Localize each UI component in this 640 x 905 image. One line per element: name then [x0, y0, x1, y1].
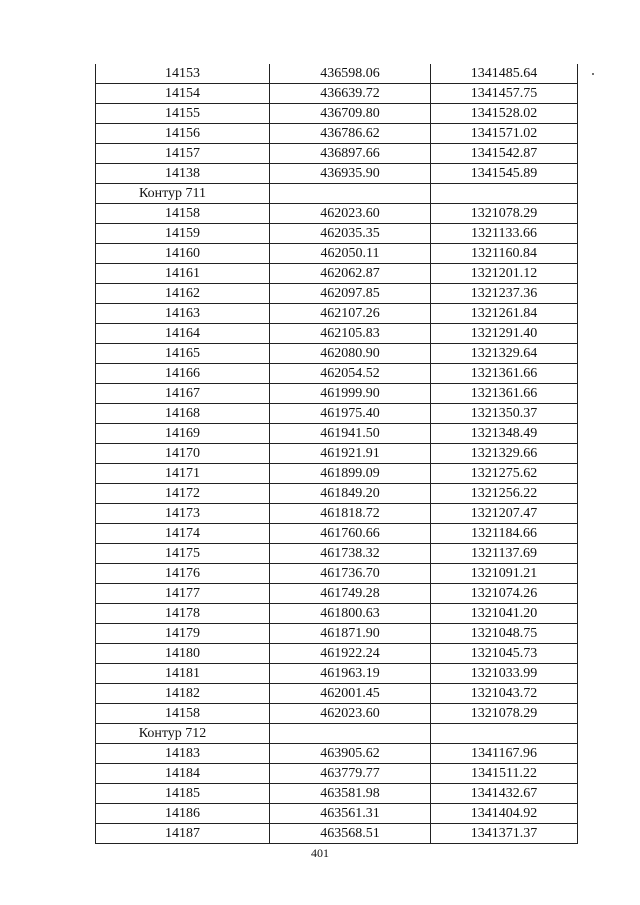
table-row [96, 704, 578, 724]
x-coordinate-cell: 461800.63 [270, 604, 431, 624]
point-number-cell: 14165 [96, 344, 270, 364]
x-coordinate-cell: 463561.31 [270, 804, 431, 824]
point-number-cell: 14154 [96, 84, 270, 104]
point-number-cell: 14169 [96, 424, 270, 444]
table-row [96, 784, 578, 804]
x-coordinate-cell: 463581.98 [270, 784, 431, 804]
table-row [96, 324, 578, 344]
table-row [96, 804, 578, 824]
point-number-cell: 14160 [96, 244, 270, 264]
x-coordinate-cell: 462023.60 [270, 204, 431, 224]
y-coordinate-cell: 1321048.75 [431, 624, 578, 644]
x-coordinate-cell: 462097.85 [270, 284, 431, 304]
table-row [96, 244, 578, 264]
table-row [96, 84, 578, 104]
point-number-cell: 14159 [96, 224, 270, 244]
y-coordinate-cell: 1321237.36 [431, 284, 578, 304]
x-coordinate-cell: 462023.60 [270, 704, 431, 724]
y-coordinate-cell: 1321275.62 [431, 464, 578, 484]
empty-cell [270, 184, 431, 204]
table-row [96, 384, 578, 404]
table-row [96, 464, 578, 484]
point-number-cell: 14168 [96, 404, 270, 424]
point-number-cell: 14178 [96, 604, 270, 624]
table-row [96, 584, 578, 604]
coordinates-table-body [96, 64, 578, 844]
table-row [96, 604, 578, 624]
point-number-cell: 14185 [96, 784, 270, 804]
x-coordinate-cell: 461760.66 [270, 524, 431, 544]
table-row [96, 204, 578, 224]
y-coordinate-cell: 1341432.67 [431, 784, 578, 804]
point-number-cell: 14173 [96, 504, 270, 524]
table-row [96, 544, 578, 564]
contour-label: Контур 712 [96, 724, 270, 744]
y-coordinate-cell: 1321201.12 [431, 264, 578, 284]
y-coordinate-cell: 1341167.96 [431, 744, 578, 764]
y-coordinate-cell: 1321361.66 [431, 384, 578, 404]
y-coordinate-cell: 1321256.22 [431, 484, 578, 504]
point-number-cell: 14158 [96, 204, 270, 224]
y-coordinate-cell: 1321361.66 [431, 364, 578, 384]
x-coordinate-cell: 461738.32 [270, 544, 431, 564]
y-coordinate-cell: 1341571.02 [431, 124, 578, 144]
point-number-cell: 14166 [96, 364, 270, 384]
table-row [96, 424, 578, 444]
point-number-cell: 14164 [96, 324, 270, 344]
point-number-cell: 14156 [96, 124, 270, 144]
x-coordinate-cell: 461975.40 [270, 404, 431, 424]
point-number-cell: 14183 [96, 744, 270, 764]
point-number-cell: 14176 [96, 564, 270, 584]
point-number-cell: 14155 [96, 104, 270, 124]
table-row [96, 284, 578, 304]
x-coordinate-cell: 461871.90 [270, 624, 431, 644]
x-coordinate-cell: 462107.26 [270, 304, 431, 324]
point-number-cell: 14161 [96, 264, 270, 284]
table-row [96, 664, 578, 684]
empty-cell [431, 724, 578, 744]
x-coordinate-cell: 462062.87 [270, 264, 431, 284]
x-coordinate-cell: 461849.20 [270, 484, 431, 504]
point-number-cell: 14162 [96, 284, 270, 304]
x-coordinate-cell: 436598.06 [270, 64, 431, 84]
table-row [96, 624, 578, 644]
page-number: 401 [311, 846, 329, 860]
point-number-cell: 14175 [96, 544, 270, 564]
y-coordinate-cell: 1321350.37 [431, 404, 578, 424]
y-coordinate-cell: 1341371.37 [431, 824, 578, 844]
empty-cell [270, 724, 431, 744]
point-number-cell: 14138 [96, 164, 270, 184]
y-coordinate-cell: 1321137.69 [431, 544, 578, 564]
x-coordinate-cell: 462035.35 [270, 224, 431, 244]
x-coordinate-cell: 462080.90 [270, 344, 431, 364]
x-coordinate-cell: 462001.45 [270, 684, 431, 704]
point-number-cell: 14181 [96, 664, 270, 684]
table-row [96, 484, 578, 504]
x-coordinate-cell: 436709.80 [270, 104, 431, 124]
table-row [96, 824, 578, 844]
y-coordinate-cell: 1321348.49 [431, 424, 578, 444]
table-row [96, 644, 578, 664]
table-row [96, 364, 578, 384]
contour-header-row [96, 724, 578, 744]
x-coordinate-cell: 463779.77 [270, 764, 431, 784]
y-coordinate-cell: 1321045.73 [431, 644, 578, 664]
table-row [96, 504, 578, 524]
x-coordinate-cell: 462050.11 [270, 244, 431, 264]
x-coordinate-cell: 461999.90 [270, 384, 431, 404]
x-coordinate-cell: 461921.91 [270, 444, 431, 464]
x-coordinate-cell: 462054.52 [270, 364, 431, 384]
table-row [96, 744, 578, 764]
table-row [96, 524, 578, 544]
point-number-cell: 14153 [96, 64, 270, 84]
x-coordinate-cell: 436935.90 [270, 164, 431, 184]
x-coordinate-cell: 461922.24 [270, 644, 431, 664]
y-coordinate-cell: 1341404.92 [431, 804, 578, 824]
table-row [96, 224, 578, 244]
y-coordinate-cell: 1321078.29 [431, 204, 578, 224]
y-coordinate-cell: 1321261.84 [431, 304, 578, 324]
x-coordinate-cell: 461941.50 [270, 424, 431, 444]
point-number-cell: 14179 [96, 624, 270, 644]
table-row [96, 564, 578, 584]
x-coordinate-cell: 461736.70 [270, 564, 431, 584]
point-number-cell: 14186 [96, 804, 270, 824]
empty-cell [431, 184, 578, 204]
y-coordinate-cell: 1341542.87 [431, 144, 578, 164]
y-coordinate-cell: 1321033.99 [431, 664, 578, 684]
coordinates-table [95, 64, 578, 844]
point-number-cell: 14180 [96, 644, 270, 664]
x-coordinate-cell: 461899.09 [270, 464, 431, 484]
y-coordinate-cell: 1321074.26 [431, 584, 578, 604]
x-coordinate-cell: 462105.83 [270, 324, 431, 344]
y-coordinate-cell: 1321207.47 [431, 504, 578, 524]
y-coordinate-cell: 1341485.64 [431, 64, 578, 84]
scan-speck [592, 73, 594, 75]
y-coordinate-cell: 1321184.66 [431, 524, 578, 544]
y-coordinate-cell: 1321160.84 [431, 244, 578, 264]
point-number-cell: 14177 [96, 584, 270, 604]
x-coordinate-cell: 436786.62 [270, 124, 431, 144]
table-row [96, 684, 578, 704]
point-number-cell: 14171 [96, 464, 270, 484]
point-number-cell: 14167 [96, 384, 270, 404]
y-coordinate-cell: 1321043.72 [431, 684, 578, 704]
point-number-cell: 14157 [96, 144, 270, 164]
point-number-cell: 14158 [96, 704, 270, 724]
x-coordinate-cell: 461818.72 [270, 504, 431, 524]
x-coordinate-cell: 436639.72 [270, 84, 431, 104]
table-row [96, 144, 578, 164]
point-number-cell: 14163 [96, 304, 270, 324]
y-coordinate-cell: 1321329.64 [431, 344, 578, 364]
y-coordinate-cell: 1341511.22 [431, 764, 578, 784]
y-coordinate-cell: 1321133.66 [431, 224, 578, 244]
contour-label: Контур 711 [96, 184, 270, 204]
contour-header-row [96, 184, 578, 204]
x-coordinate-cell: 463905.62 [270, 744, 431, 764]
y-coordinate-cell: 1321091.21 [431, 564, 578, 584]
x-coordinate-cell: 461963.19 [270, 664, 431, 684]
table-row [96, 124, 578, 144]
table-row [96, 404, 578, 424]
y-coordinate-cell: 1341528.02 [431, 104, 578, 124]
table-row [96, 764, 578, 784]
table-row [96, 164, 578, 184]
table-row [96, 264, 578, 284]
y-coordinate-cell: 1341545.89 [431, 164, 578, 184]
table-row [96, 304, 578, 324]
y-coordinate-cell: 1321041.20 [431, 604, 578, 624]
point-number-cell: 14184 [96, 764, 270, 784]
x-coordinate-cell: 436897.66 [270, 144, 431, 164]
point-number-cell: 14170 [96, 444, 270, 464]
point-number-cell: 14174 [96, 524, 270, 544]
y-coordinate-cell: 1321078.29 [431, 704, 578, 724]
point-number-cell: 14172 [96, 484, 270, 504]
y-coordinate-cell: 1341457.75 [431, 84, 578, 104]
x-coordinate-cell: 463568.51 [270, 824, 431, 844]
point-number-cell: 14187 [96, 824, 270, 844]
table-row [96, 104, 578, 124]
point-number-cell: 14182 [96, 684, 270, 704]
y-coordinate-cell: 1321291.40 [431, 324, 578, 344]
y-coordinate-cell: 1321329.66 [431, 444, 578, 464]
x-coordinate-cell: 461749.28 [270, 584, 431, 604]
table-row [96, 344, 578, 364]
table-row [96, 64, 578, 84]
table-row [96, 444, 578, 464]
